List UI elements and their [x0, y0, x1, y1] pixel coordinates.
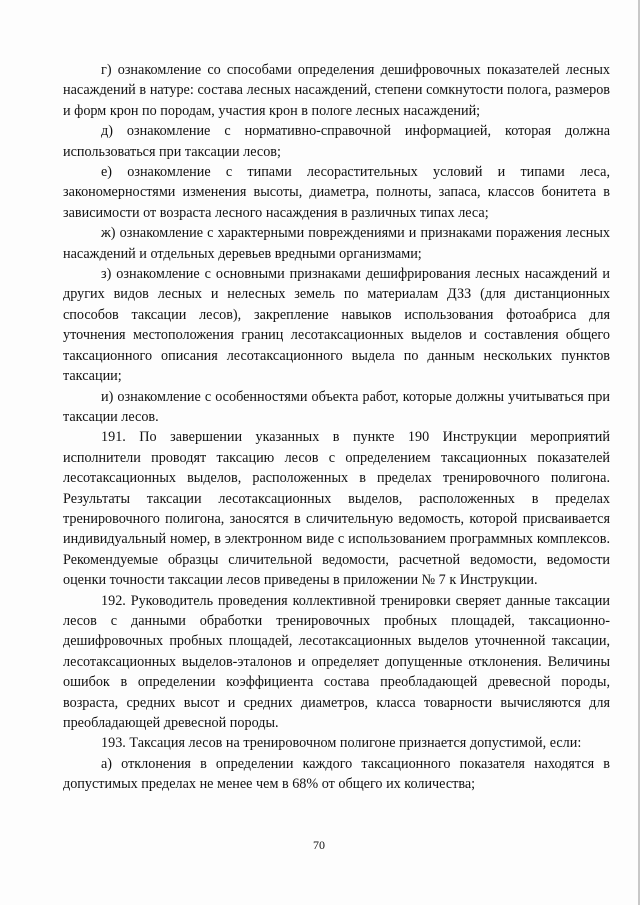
- page-number: 70: [313, 838, 325, 852]
- paragraph-191: 191. По завершении указанных в пункте 190 Инструкции мероприятий исполнители проводят таксацию лесов с определением таксационных показателей лесотаксационных выделов, расположенных в пределах тренировочного полигона. Результаты таксации лесотаксационных выделов, расположенных в пределах тренировочного полигона, заносятся в сличительную ведомость, которой присваивается индивидуальный номер, в электронном виде с использованием программных комплексов. Рекомендуемые образцы сличительной ведомости, расчетной ведомости, ведомости оценки точности таксации лесов приведены в приложении № 7 к Инструкции.: [63, 429, 610, 589]
- paragraph-192: 192. Руководитель проведения коллективной тренировки сверяет данные таксации лесов с данными обработки тренировочных пробных площадей, таксационно-дешифровочных пробных площадей, лесотаксационных выделов уточненной таксации, лесотаксационных выделов-эталонов и определяет допущенные отклонения. Величины ошибок в определении коэффициента состава преобладающей древесной породы, возраста, средних высот и средних диаметров, класса товарности вычисляются для преобладающей древесной породы.: [63, 592, 610, 731]
- paragraph-i: и) ознакомление с особенностями объекта работ, которые должны учитываться при таксации лесов.: [63, 388, 610, 425]
- paragraph-a: а) отклонения в определении каждого таксационного показателя находятся в допустимых пределах не менее чем в 68% от общего их количества;: [63, 755, 610, 793]
- paragraph-193: 193. Таксация лесов на тренировочном полигоне признается допустимой, если:: [101, 735, 582, 752]
- paragraph-z: з) ознакомление с основными признаками дешифрирования лесных насаждений и других видов лесных и нелесных земель по материалам ДЗЗ (для дистанционных способов таксации лесов), закрепление навыков использования фотоабриса для уточнения местоположения границ лесотаксационных выделов и составления общего таксационного описания лесотаксационного выдела по данным нескольких пунктов таксации;: [63, 266, 610, 385]
- paragraph-e: е) ознакомление с типами лесорастительных условий и типами леса, закономерностями изменения высоты, диаметра, полноты, запаса, классов бонитета в зависимости от возраста лесного насаждения в различных типах леса;: [63, 164, 610, 221]
- paragraph-d: д) ознакомление с нормативно-справочной информацией, которая должна использоваться при таксации лесов;: [63, 123, 610, 160]
- paragraph-g: г) ознакомление со способами определения дешифровочных показателей лесных насаждений в натуре: состава лесных насаждений, степени сомкнутости полога, размеров и форм крон по породам, участия крон в пологе лесных насаждений;: [63, 62, 610, 119]
- document-body: [63, 60, 610, 795]
- paragraph-zh: ж) ознакомление с характерными повреждениями и признаками поражения лесных насаждений и отдельных деревьев вредными организмами;: [63, 225, 610, 262]
